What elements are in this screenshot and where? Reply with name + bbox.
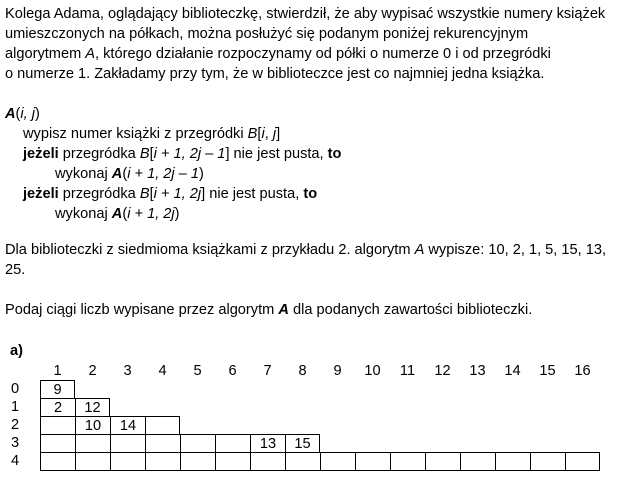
example-text: Dla biblioteczki z siedmioma książkami z przykładu 2. algorytm [5, 242, 415, 258]
algo-name: A [111, 166, 123, 182]
task-line [5, 300, 635, 320]
algo-index: j [272, 126, 277, 142]
shelf-cell [495, 452, 530, 471]
algo-keyword: to [327, 146, 342, 162]
example-algorithm-name: A [414, 242, 425, 258]
shelf-cell: 15 [285, 434, 320, 452]
column-label: 15 [539, 363, 556, 379]
shelf-cell [110, 434, 145, 452]
shelf-cell: 2 [40, 398, 75, 416]
column-label: 3 [123, 363, 132, 379]
shelf-cell [75, 452, 110, 471]
algo-index: i + 1, 2j [153, 186, 202, 202]
part-label: a) [10, 343, 23, 359]
shelf-cell: 9 [40, 380, 75, 398]
intro-algorithm-name: A [85, 46, 96, 62]
algo-text: nie jest pusta, [205, 186, 304, 202]
shelf-cell [250, 452, 285, 471]
column-label: 2 [88, 363, 97, 379]
algo-line-if1: jeżeli przegródka B[i + 1, 2j – 1] nie jest pusta, to [23, 146, 342, 162]
algo-text: wypisz numer książki z przegródki [23, 126, 248, 142]
row-label: 4 [11, 453, 20, 469]
task-algorithm-name: A [278, 302, 289, 318]
algo-text: wykonaj [55, 206, 112, 222]
shelf-cell [145, 434, 180, 452]
shelf-cell [565, 452, 600, 471]
shelf-cell: 12 [75, 398, 110, 416]
shelf-cell [460, 452, 495, 471]
intro-text: algorytmem [5, 46, 86, 62]
shelf-cell [145, 452, 180, 471]
row-label: 3 [11, 435, 20, 451]
algo-text: przegródka [58, 186, 140, 202]
algo-keyword: jeżeli [23, 186, 59, 202]
algo-line-call1: wykonaj A(i + 1, 2j – 1) [55, 166, 204, 182]
column-label: 12 [434, 363, 451, 379]
example-line-2: 25. [5, 262, 26, 278]
algo-args: i + 1, 2j [127, 206, 175, 222]
row-label: 1 [11, 399, 20, 415]
algo-keyword: to [303, 186, 318, 202]
column-label: 10 [364, 363, 381, 379]
shelf-cell [180, 434, 215, 452]
column-label: 16 [574, 363, 591, 379]
task-text: Podaj ciągi liczb wypisane przez algorytm [5, 302, 279, 318]
algo-name: A [5, 106, 16, 122]
column-label: 11 [399, 363, 416, 379]
example-line-1 [5, 240, 635, 260]
shelf-cell: 13 [250, 434, 285, 452]
shelf-cell [425, 452, 460, 471]
column-label: 1 [53, 363, 62, 379]
column-label: 13 [469, 363, 486, 379]
column-label: 7 [263, 363, 272, 379]
algo-array: B [139, 146, 150, 162]
intro-text: , którego działanie rozpoczynamy od półki o numerze 0 i od przegródki [95, 46, 551, 62]
algo-args: i + 1, 2j – 1 [127, 166, 200, 182]
algo-line-call2: wykonaj A(i + 1, 2j) [55, 206, 180, 222]
shelf-cell [145, 416, 180, 434]
shelf-cell [40, 434, 75, 452]
algo-line-if2: jeżeli przegródka B[i + 1, 2j] nie jest pusta, to [23, 186, 318, 202]
intro-line-4: o numerze 1. Zakładamy przy tym, że w biblioteczce jest co najmniej jedna książka. [5, 66, 545, 82]
algo-text: nie jest pusta, [229, 146, 328, 162]
column-label: 8 [298, 363, 307, 379]
algo-signature: A(i, j) [5, 106, 40, 122]
intro-line-3 [5, 44, 635, 64]
algo-index: i + 1, 2j – 1 [153, 146, 226, 162]
algo-keyword: jeżeli [23, 146, 59, 162]
shelf-cell [355, 452, 390, 471]
column-label: 6 [228, 363, 237, 379]
task-text: dla podanych zawartości biblioteczki. [288, 302, 533, 318]
shelf-cell [40, 452, 75, 471]
shelf-cell [215, 434, 250, 452]
shelf-cell [40, 416, 75, 434]
row-label: 2 [11, 417, 20, 433]
shelf-cell [180, 452, 215, 471]
algo-line-print: wypisz numer książki z przegródki B[i, j] [23, 126, 281, 142]
row-label: 0 [11, 381, 20, 397]
shelf-cell: 10 [75, 416, 110, 434]
intro-line-2: umieszczonych na półkach, można posłużyć się podanym poniżej rekurencyjnym [5, 26, 529, 42]
shelf-cell [530, 452, 565, 471]
column-label: 5 [193, 363, 202, 379]
algo-text: wykonaj [55, 166, 112, 182]
shelf-cell [285, 452, 320, 471]
example-text: wypisze: 10, 2, 1, 5, 15, 13, [424, 242, 607, 258]
column-label: 9 [333, 363, 342, 379]
shelf-cell [110, 452, 145, 471]
intro-line-1: Kolega Adama, oglądający biblioteczkę, stwierdził, że aby wypisać wszystkie numery książek [5, 6, 606, 22]
column-label: 14 [504, 363, 521, 379]
algo-text: przegródka [58, 146, 140, 162]
algo-params: i, j [20, 106, 36, 122]
shelf-cell [75, 434, 110, 452]
shelf-cell [215, 452, 250, 471]
algo-name: A [111, 206, 123, 222]
column-label: 4 [158, 363, 167, 379]
algo-array: B [247, 126, 258, 142]
algo-array: B [139, 186, 150, 202]
shelf-cell [320, 452, 355, 471]
shelf-cell: 14 [110, 416, 145, 434]
algo-index: i [261, 126, 265, 142]
shelf-cell [390, 452, 425, 471]
